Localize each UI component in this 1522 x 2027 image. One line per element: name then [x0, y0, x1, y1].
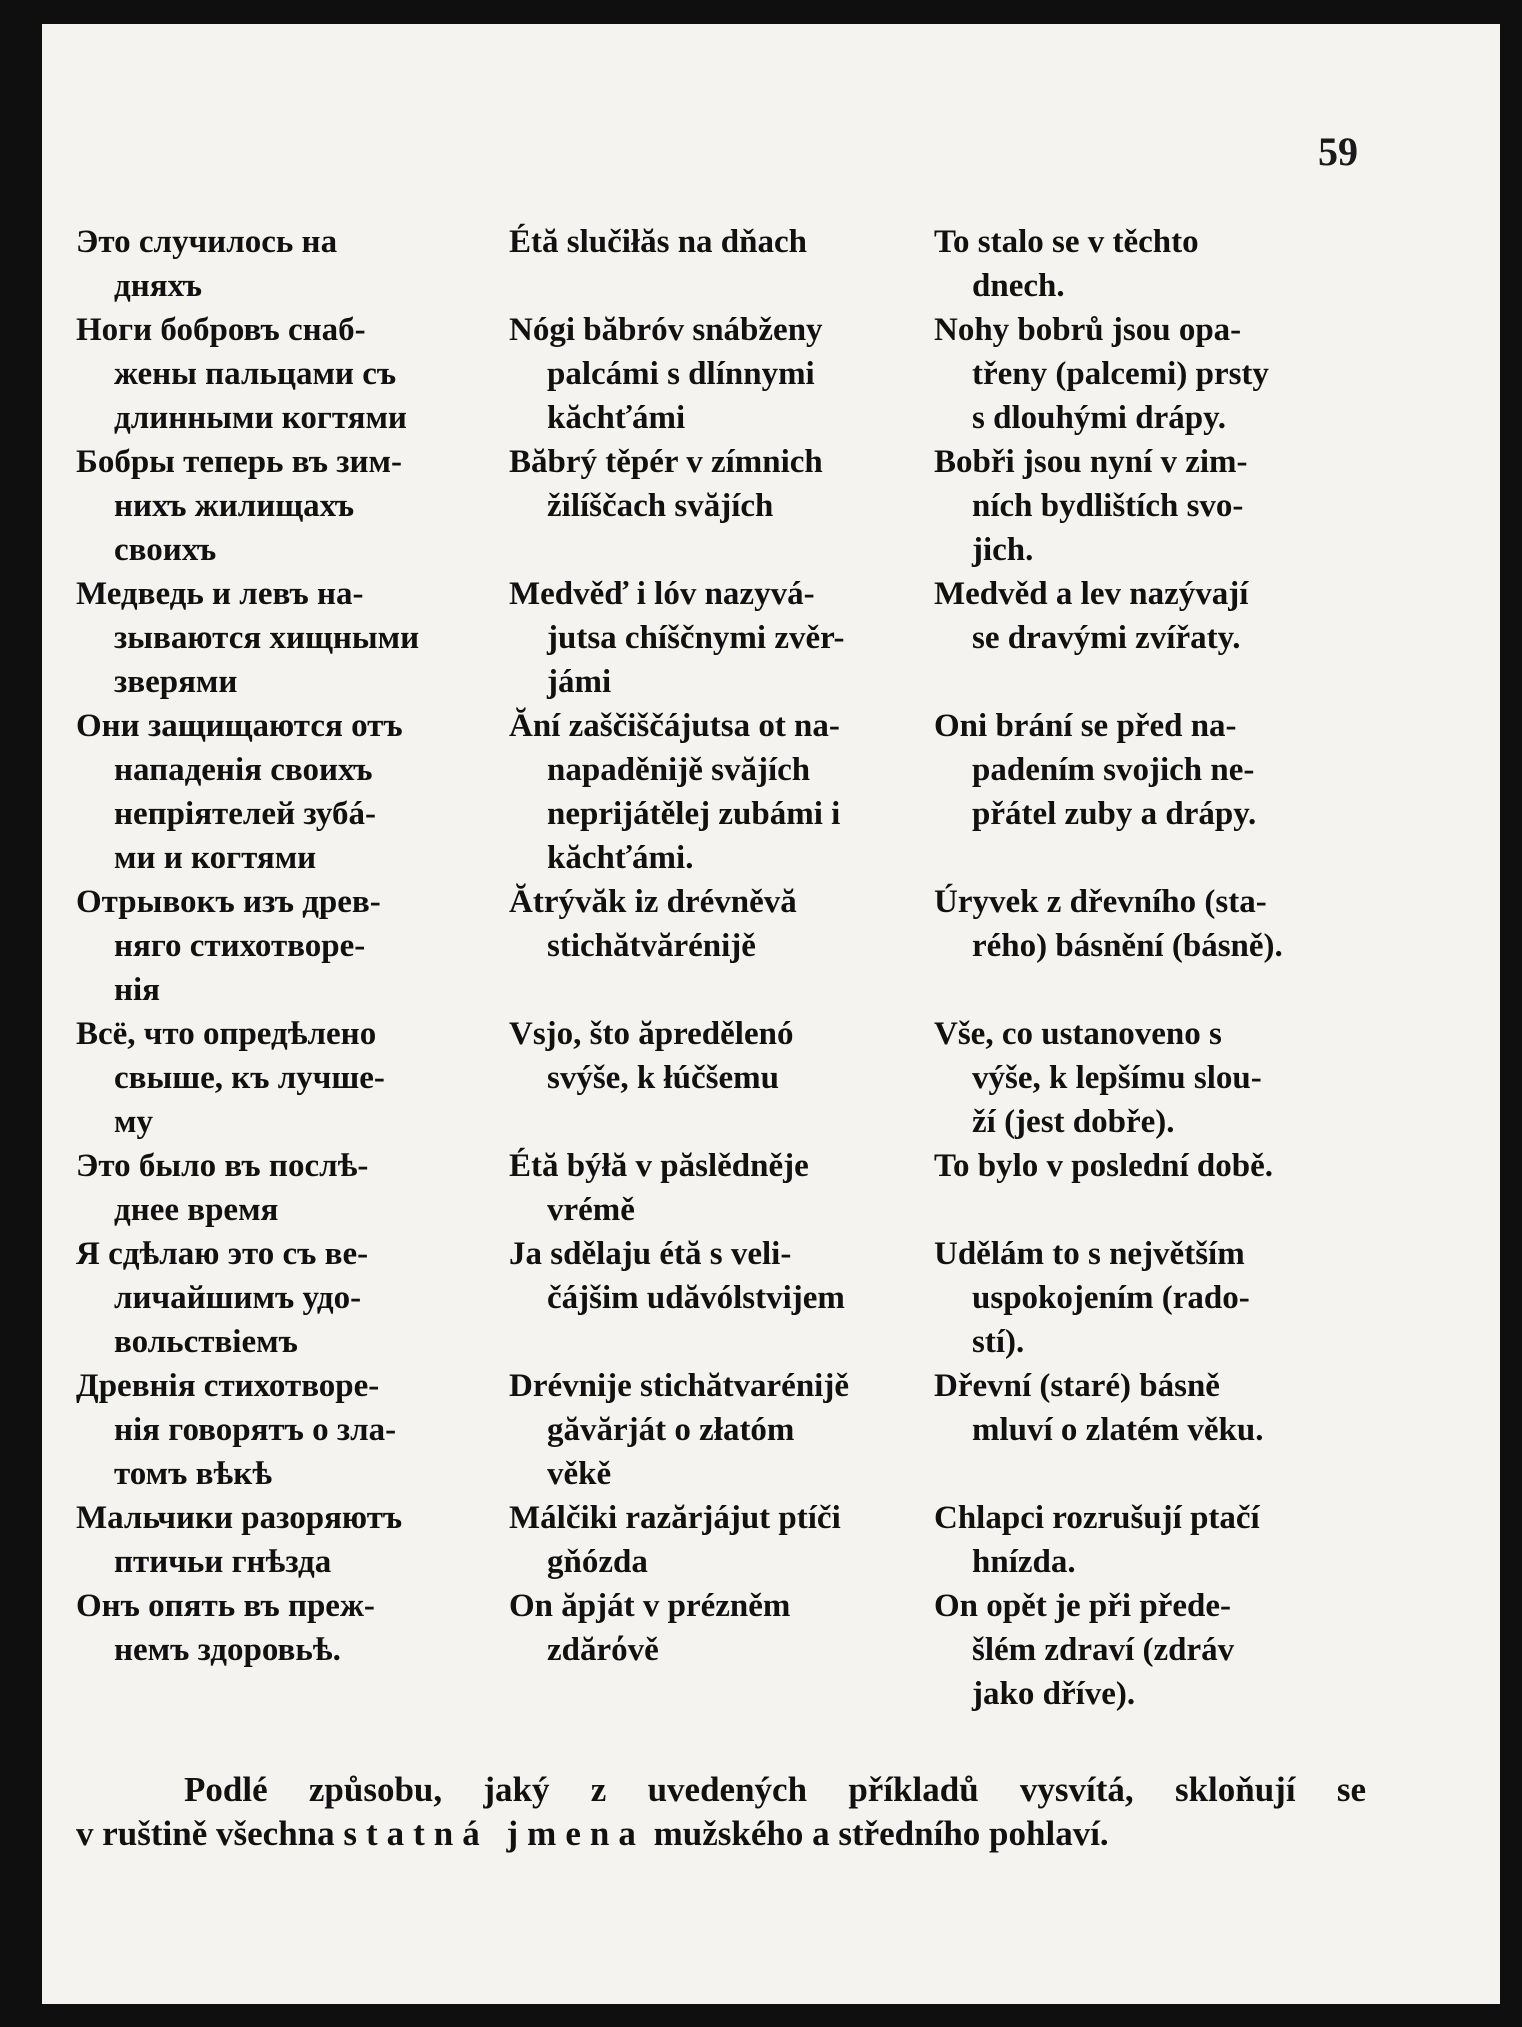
text-line: kăchťámi.	[547, 840, 694, 876]
text-line: Étă slučiłăs na dňach	[509, 224, 807, 260]
text-line: Nógi băbróv snábženy	[509, 312, 823, 348]
text-line: нихъ жилищахъ	[114, 488, 355, 524]
footer-paragraph	[76, 1768, 1366, 1856]
text-line: hnízda.	[972, 1544, 1076, 1580]
text-line: Medvěd a lev nazývají	[934, 576, 1249, 612]
text-line: томъ вѣкѣ	[114, 1456, 273, 1492]
text-line: дняхъ	[114, 268, 203, 304]
text-line: Они защищаются отъ	[76, 708, 403, 744]
text-line: свыше, къ лучше-	[114, 1060, 385, 1096]
text-line: нападенія своихъ	[114, 752, 373, 788]
text-line: Всё, что опредѣлено	[76, 1016, 377, 1052]
text-line: zdărόvě	[547, 1632, 659, 1668]
text-line: stí).	[972, 1324, 1025, 1360]
czech-cell	[934, 220, 1339, 308]
czech-cell	[934, 1144, 1339, 1188]
transliteration-cell	[509, 1364, 896, 1496]
footer-line-1: Podlé způsobu, jaký z uvedených příkladů vysvítá, skloňují se	[184, 1770, 1366, 1809]
text-line: Úryvek z dřevního (sta-	[934, 884, 1267, 920]
text-line: ních bydlištích svo-	[972, 488, 1244, 524]
text-line: немъ здоровьѣ.	[114, 1632, 341, 1668]
text-line: jich.	[972, 532, 1034, 568]
text-line: On ăpját v prézněm	[509, 1588, 791, 1624]
trilingual-table	[76, 220, 1366, 1716]
text-line: găvărját o złatóm	[547, 1412, 795, 1448]
russian-cell	[76, 308, 506, 440]
czech-cell	[934, 880, 1339, 968]
table-row	[76, 1584, 1366, 1716]
text-line: Dřevní (staré) básně	[934, 1368, 1220, 1404]
transliteration-cell	[509, 704, 896, 880]
russian-cell	[76, 880, 506, 1012]
text-line: rého) básnění (básně).	[972, 928, 1283, 964]
text-line: Ăní zaščiščájutsa ot na-	[509, 708, 840, 744]
russian-cell	[76, 572, 506, 704]
transliteration-cell	[509, 572, 896, 704]
text-line: ми и когтями	[114, 840, 317, 876]
text-line: Drévniјe stichătvaréniјě	[509, 1368, 849, 1404]
russian-cell	[76, 1144, 506, 1232]
text-line: Étă býłă v păslědněје	[509, 1148, 809, 1184]
text-line: výše, k lepšímu slou-	[972, 1060, 1262, 1096]
text-line: птичьи гнѣзда	[114, 1544, 332, 1580]
text-line: Отрывокъ изъ древ-	[76, 884, 381, 920]
text-line: šlém zdraví (zdráv	[972, 1632, 1235, 1668]
text-line: Medvěď i lóv nazyvá-	[509, 576, 815, 612]
text-line: palcámi s dlínnymi	[547, 356, 815, 392]
text-line: няго стихотворе-	[114, 928, 366, 964]
text-line: Udělám to s největším	[934, 1236, 1245, 1272]
text-line: se dravými zvířaty.	[972, 620, 1241, 656]
book-page	[42, 24, 1500, 2004]
text-line: gňózda	[547, 1544, 648, 1580]
text-line: Bobři jsou nyní v zim-	[934, 444, 1248, 480]
transliteration-cell	[509, 880, 896, 968]
text-line: Мальчики разоряютъ	[76, 1500, 403, 1536]
text-line: зверями	[114, 664, 238, 700]
transliteration-cell	[509, 440, 896, 528]
text-line: днее время	[114, 1192, 279, 1228]
table-row	[76, 572, 1366, 704]
table-row	[76, 220, 1366, 308]
text-line: To bylo v poslední době.	[934, 1148, 1273, 1184]
czech-cell	[934, 1584, 1339, 1716]
text-line: stichătvăréniјě	[547, 928, 756, 964]
czech-cell	[934, 308, 1339, 440]
table-row	[76, 1144, 1366, 1232]
text-line: Málčiki razărjáјut ptíči	[509, 1500, 841, 1536]
text-line: věkě	[547, 1456, 612, 1492]
text-line: му	[114, 1104, 153, 1140]
table-row	[76, 1496, 1366, 1584]
text-line: Я сдѣлаю это съ ве-	[76, 1236, 369, 1272]
text-line: uspokojením (rado-	[972, 1280, 1250, 1316]
footer-spaced-term: statná jmena	[343, 1814, 645, 1853]
text-line: Vše, co ustanoveno s	[934, 1016, 1222, 1052]
russian-cell	[76, 1496, 506, 1584]
table-row	[76, 1364, 1366, 1496]
text-line: dnech.	[972, 268, 1065, 304]
czech-cell	[934, 1496, 1339, 1584]
text-line: kăchťámi	[547, 400, 686, 436]
text-line: Ja sdělaju étă s veli-	[509, 1236, 792, 1272]
transliteration-cell	[509, 1144, 896, 1232]
text-line: жены пальцами съ	[114, 356, 397, 392]
table-row	[76, 440, 1366, 572]
text-line: непріятелей зубá-	[114, 796, 376, 832]
table-row	[76, 704, 1366, 880]
text-line: vrémě	[547, 1192, 635, 1228]
text-line: Oni brání se před na-	[934, 708, 1237, 744]
russian-cell	[76, 704, 506, 880]
text-line: Vsjo, što ăpredělenó	[509, 1016, 794, 1052]
transliteration-cell	[509, 1584, 896, 1672]
text-line: Онъ опять въ преж-	[76, 1588, 375, 1624]
transliteration-cell	[509, 308, 896, 440]
text-line: jako dříve).	[972, 1676, 1136, 1712]
text-line: napaděniјě svăjích	[547, 752, 811, 788]
text-line: зываются хищными	[114, 620, 420, 656]
text-line: Это случилось на	[76, 224, 338, 260]
transliteration-cell	[509, 1232, 896, 1320]
russian-cell	[76, 1232, 506, 1364]
text-line: třeny (palcemi) prsty	[972, 356, 1269, 392]
transliteration-cell	[509, 220, 896, 264]
czech-cell	[934, 1012, 1339, 1144]
text-line: mluví o zlatém věku.	[972, 1412, 1264, 1448]
table-row	[76, 1012, 1366, 1144]
table-row	[76, 880, 1366, 1012]
text-line: neprijátělej zubámi i	[547, 796, 841, 832]
czech-cell	[934, 440, 1339, 572]
text-line: нія говорятъ о зла-	[114, 1412, 397, 1448]
russian-cell	[76, 1584, 506, 1672]
footer-line-2	[76, 1812, 1366, 1856]
russian-cell	[76, 1012, 506, 1144]
czech-cell	[934, 704, 1339, 836]
text-line: On opět je při přede-	[934, 1588, 1231, 1624]
text-line: čájšim udăvólstviјem	[547, 1280, 845, 1316]
text-line: нія	[114, 972, 161, 1008]
text-line: Древнія стихотворе-	[76, 1368, 380, 1404]
text-line: svýše, k łúčšemu	[547, 1060, 779, 1096]
table-row	[76, 308, 1366, 440]
text-line: Бобры теперь въ зим-	[76, 444, 402, 480]
text-line: вольствіемъ	[114, 1324, 298, 1360]
russian-cell	[76, 1364, 506, 1496]
text-line: ží (jest dobře).	[972, 1104, 1175, 1140]
text-line: длинными когтями	[114, 400, 407, 436]
text-line: Băbrý těpér v zímnich	[509, 444, 823, 480]
text-line: žilíščach svăjích	[547, 488, 774, 524]
footer-line-2-start: v ruštině všechna	[76, 1814, 344, 1853]
czech-cell	[934, 1364, 1339, 1452]
page-number: 59	[1318, 129, 1358, 174]
text-line: přátel zuby a drápy.	[972, 796, 1257, 832]
transliteration-cell	[509, 1012, 896, 1100]
text-line: To stalo se v těchto	[934, 224, 1199, 260]
czech-cell	[934, 1232, 1339, 1364]
czech-cell	[934, 572, 1339, 660]
text-line: jutsa chíščnymi zvěr-	[547, 620, 845, 656]
footer-line-2-end: mužského a středního pohlaví.	[644, 1814, 1109, 1853]
text-line: Ătrývăk iz drévněvă	[509, 884, 797, 920]
text-line: s dlouhými drápy.	[972, 400, 1227, 436]
transliteration-cell	[509, 1496, 896, 1584]
russian-cell	[76, 440, 506, 572]
text-line: Nohy bobrů jsou opa-	[934, 312, 1242, 348]
text-line: Медведь и левъ на-	[76, 576, 364, 612]
russian-cell	[76, 220, 506, 308]
text-line: jámi	[547, 664, 612, 700]
text-line: Chlapci rozrušují ptačí	[934, 1500, 1260, 1536]
text-line: личайшимъ удо-	[114, 1280, 362, 1316]
text-line: padením svojich ne-	[972, 752, 1255, 788]
text-line: своихъ	[114, 532, 217, 568]
text-line: Это было въ послѣ-	[76, 1148, 369, 1184]
text-line: Ноги бобровъ снаб-	[76, 312, 366, 348]
table-row	[76, 1232, 1366, 1364]
